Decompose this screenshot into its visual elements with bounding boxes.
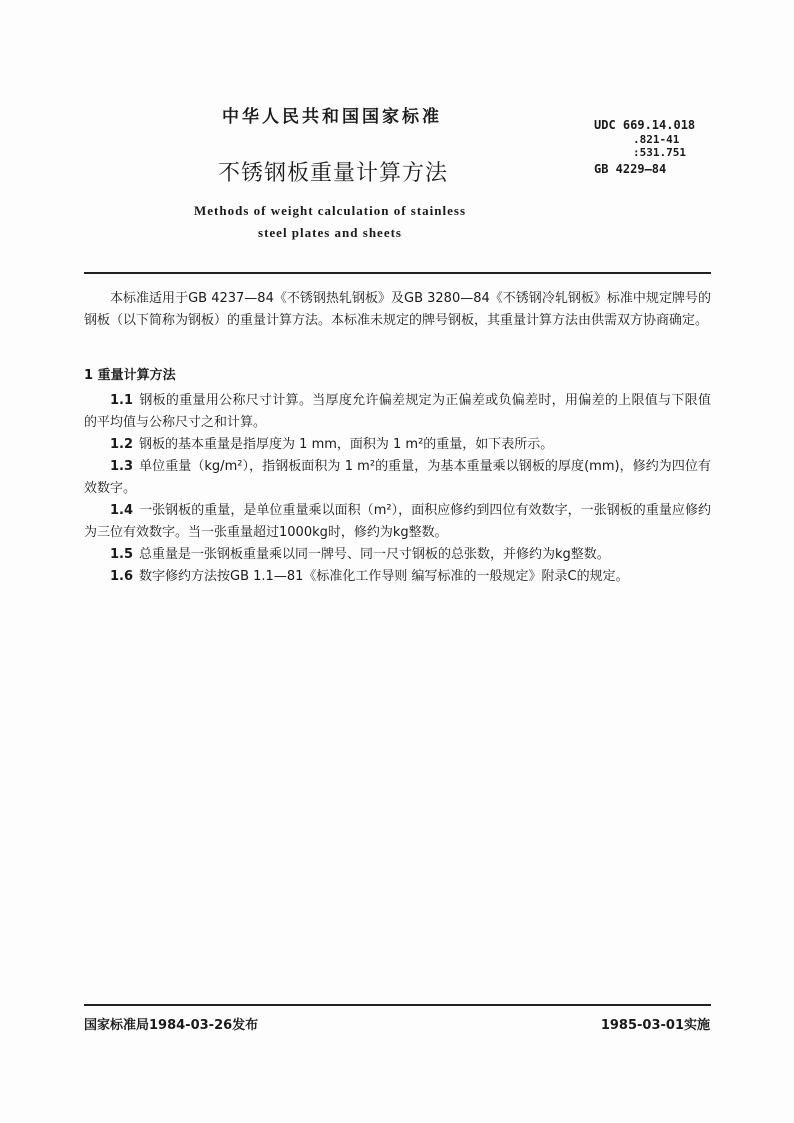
national-standard-heading: 中华人民共和国国家标准: [222, 107, 442, 127]
top-divider: [84, 272, 711, 274]
clause-number: 1.4: [110, 503, 134, 518]
clause-item: [84, 390, 711, 434]
english-title-line1: Methods of weight calculation of stainless: [193, 203, 467, 218]
udc-code: UDC 669.14.018: [594, 118, 696, 132]
clause-item: [84, 544, 711, 566]
clause-item: [84, 566, 711, 588]
clause-text: 一张钢板的重量，是单位重量乘以面积（m²），面积应修约到四位有效数字，一张钢板的重量应修约为三位有效数字。当一张重量超过1000kg时，修约为kg整数。: [84, 503, 711, 540]
document-title: 不锈钢板重量计算方法: [218, 161, 449, 186]
clause-number: 1.6: [110, 569, 134, 584]
clause-text: 数字修约方法按GB 1.1—81《标准化工作导则 编写标准的一般规定》附录C的规定。: [139, 569, 629, 584]
clause-text: 总重量是一张钢板重量乘以同一牌号、同一尺寸钢板的总张数，并修约为kg整数。: [139, 547, 610, 562]
clause-number: 1.2: [110, 437, 134, 452]
english-title: [140, 200, 520, 244]
section-heading: 1 重量计算方法: [84, 368, 176, 383]
scope-section: [84, 288, 711, 332]
clause-text: 钢板的基本重量是指厚度为 1 mm，面积为 1 m²的重量，如下表所示。: [139, 437, 554, 452]
english-title-line2: steel plates and sheets: [258, 225, 402, 240]
issue-date: 国家标准局1984-03-26发布: [84, 1018, 259, 1033]
clause-item: [84, 434, 711, 456]
udc-code-line3: :531.751: [633, 146, 686, 159]
clause-item: [84, 456, 711, 500]
bottom-divider: [84, 1004, 711, 1006]
scope-paragraph: 本标准适用于GB 4237—84《不锈钢热轧钢板》及GB 3280—84《不锈钢冷轧钢板》标准中规定牌号的钢板（以下简称为钢板）的重量计算方法。本标准未规定的牌号钢板，其重量计算方法由供需双方协商确定。: [84, 291, 711, 328]
clause-text: 单位重量（kg/m²），指钢板面积为 1 m²的重量，为基本重量乘以钢板的厚度(mm)，修约为四位有效数字。: [84, 459, 711, 496]
clause-item: [84, 500, 711, 544]
clause-number: 1.1: [110, 393, 134, 408]
gb-standard-code: GB 4229—84: [594, 162, 667, 176]
clause-number: 1.5: [110, 547, 134, 562]
clauses-list: [84, 390, 711, 588]
clause-text: 钢板的重量用公称尺寸计算。当厚度允许偏差规定为正偏差或负偏差时，用偏差的上限值与下限值的平均值与公称尺寸之和计算。: [84, 393, 711, 430]
clause-number: 1.3: [110, 459, 134, 474]
udc-code-line2: .821-41: [633, 133, 680, 146]
effective-date: 1985-03-01实施: [600, 1018, 710, 1033]
